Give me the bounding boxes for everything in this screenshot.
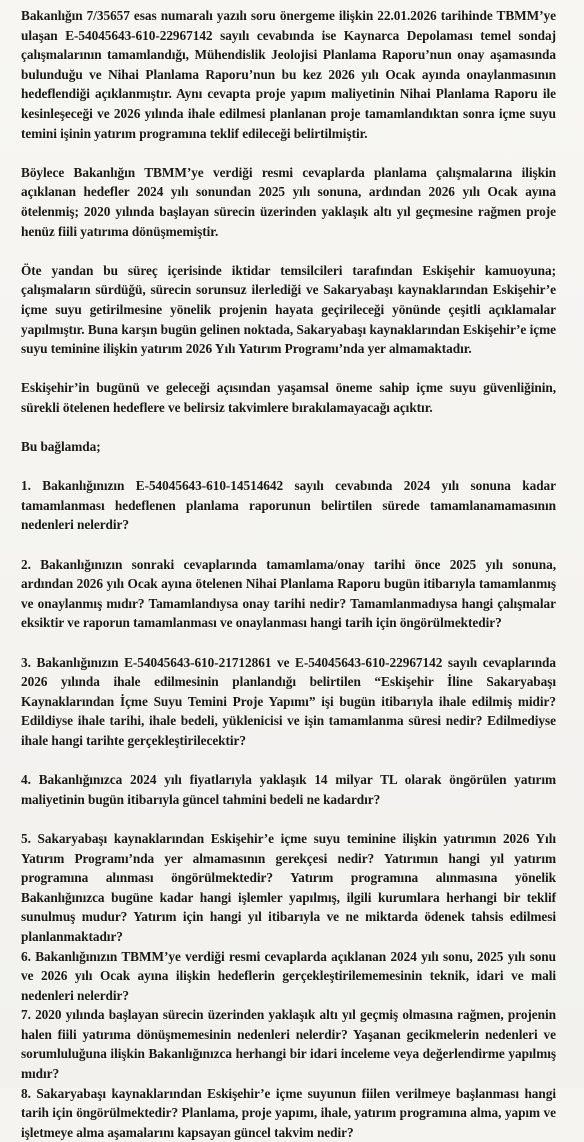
question-1: 1. Bakanlığınızın E-54045643-610-14514642 sayılı cevabında 2024 yılı sonuna kadar tamamlanması hedeflenen planlama raporunun belirtilen sürede tamamlanamamasının nedenleri nelerdir? [21, 478, 556, 533]
question-4: 4. Bakanlığınızca 2024 yılı fiyatlarıyla yaklaşık 14 milyar TL olarak öngörülen yatırım maliyetinin bugün itibarıyla güncel tahmini bedeli ne kadardır? [21, 772, 556, 807]
paragraph-intro-answer: Bakanlığın 7/35657 esas numaralı yazılı soru önergeme ilişkin 22.01.2026 tarihinde TBMM’ye ulaşan E-54045643-610-22967142 sayılı cevabında ise Kaynarca Depolaması temel sondaj çalışmalarının tamamlandığı, Mühendislik Jeolojisi Planlama Raporu’nun onay aşamasında bulunduğu ve Nihai Planlama Raporu’nun bu kez 2026 yılı Ocak ayında onaylanmasının hedeflendiği açıklanmıştır. Aynı cevapta proje yapım maliyetinin Nihai Planlama Raporu ile kesinleşeceği ve 2026 yılında ihale edilmesi planlanan proje tamamlandıktan sonra içme suyu temini işinin yatırım programına teklif edileceği belirtilmiştir. [21, 8, 556, 141]
paragraph-postponed-targets: Böylece Bakanlığın TBMM’ye verdiği resmi cevaplarda planlama çalışmalarına ilişkin açıklanan hedefler 2024 yılı sonundan 2025 yılı sonuna, ardından 2026 yılı Ocak ayına ötelenmiş; 2020 yılında başlayan sürecin üzerinden yaklaşık altı yıl geçmesine rağmen proje henüz fiili yatırıma dönüşmemiştir. [21, 164, 556, 239]
question-2: 2. Bakanlığınızın sonraki cevaplarında tamamlama/onay tarihi önce 2025 yılı sonuna, ardından 2026 yılı Ocak ayına ötelenen Nihai Planlama Raporu bugün itibarıyla tamamlanmış ve onaylanmış mıdır? Tamamlandıysa onay tarihi nedir? Tamamlanmadıysa hangi çalışmalar eksiktir ve raporun tamamlanması ve onaylanması hangi tarih için öngörülmektedir? [21, 556, 556, 631]
question-8: 8. Sakaryabaşı kaynaklarından Eskişehir’e içme suyunun fiilen verilmeye başlanması hangi tarih için öngörülmektedir? Planlama, proje yapımı, ihale, yatırım programına alma, yapım ve işletmeye alma aşamalarını kapsayan güncel takvim nedir? [21, 1085, 556, 1140]
question-5: 5. Sakaryabaşı kaynaklarından Eskişehir’e içme suyu teminine ilişkin yatırımın 2026 Yılı Yatırım Programı’nda yer almamasının gerekçesi nedir? Yatırımın hangi yıl yatırım programına alınması öngörülmektedir? Yatırım programına alınmasına yönelik Bakanlığınızca bugüne kadar hangi işlemler yapılmış, ilgili kurumlara herhangi bir teklif sunulmuş mudur? Yatırım için hangi yıl itibarıyla ve ne miktarda ödenek tahsis edilmesi planlanmaktadır? [21, 830, 556, 944]
question-7: 7. 2020 yılında başlayan sürecin üzerinden yaklaşık altı yıl geçmiş olmasına rağmen, projenin halen fiili yatırıma dönüşmemesinin nedenleri nelerdir? Yaşanan gecikmelerin nedenleri ve sorumluluğuna ilişkin Bakanlığınızca herhangi bir idari inceleme veya değerlendirme yapılmış mıdır? [21, 1007, 556, 1082]
question-3: 3. Bakanlığınızın E-54045643-610-21712861 ve E-54045643-610-22967142 sayılı cevaplarında 2026 yılında ihale edilmesinin planlandığı belirtilen “Eskişehir İline Sakaryabaşı Kaynaklarından İçme Suyu Temini Proje Yapımı” işi bugün itibarıyla ihale edilmiş midir? Edildiyse ihale tarihi, ihale bedeli, yüklenicisi ve işin tamamlanma süresi nedir? Edilmediyse ihale hangi tarihte gerçekleştirilecektir? [21, 654, 556, 748]
paragraph-water-security: Eskişehir’in bugünü ve geleceği açısından yaşamsal öneme sahip içme suyu güvenliğinin, sürekli ötelenen hedeflere ve belirsiz takvimlere bırakılamayacağı açıktır. [21, 380, 556, 415]
question-6: 6. Bakanlığınızın TBMM’ye verdiği resmi cevaplarda açıklanan 2024 yılı sonu, 2025 yılı sonu ve 2026 yılı Ocak ayına ilişkin hedeflerin gerçekleştirilememesinin teknik, idari ve mali nedenleri nelerdir? [21, 948, 556, 1003]
paragraph-public-statements: Öte yandan bu süreç içerisinde iktidar temsilcileri tarafından Eskişehir kamuoyuna; çalışmaların sürdüğü, sürecin sorunsuz ilerlediği ve Sakaryabaşı kaynaklarından Eskişehir’e içme suyu getirilmesine yönelik projenin hayata geçirileceği yönünde çeşitli açıklamalar yapılmıştır. Buna karşın bugün gelinen noktada, Sakaryabaşı kaynaklarından Eskişehir’e içme suyu teminine ilişkin yatırım 2026 Yılı Yatırım Programı’nda yer almamaktadır. [21, 262, 556, 357]
paragraph-context-lead: Bu bağlamda; [21, 439, 101, 455]
document-body [21, 6, 556, 1142]
